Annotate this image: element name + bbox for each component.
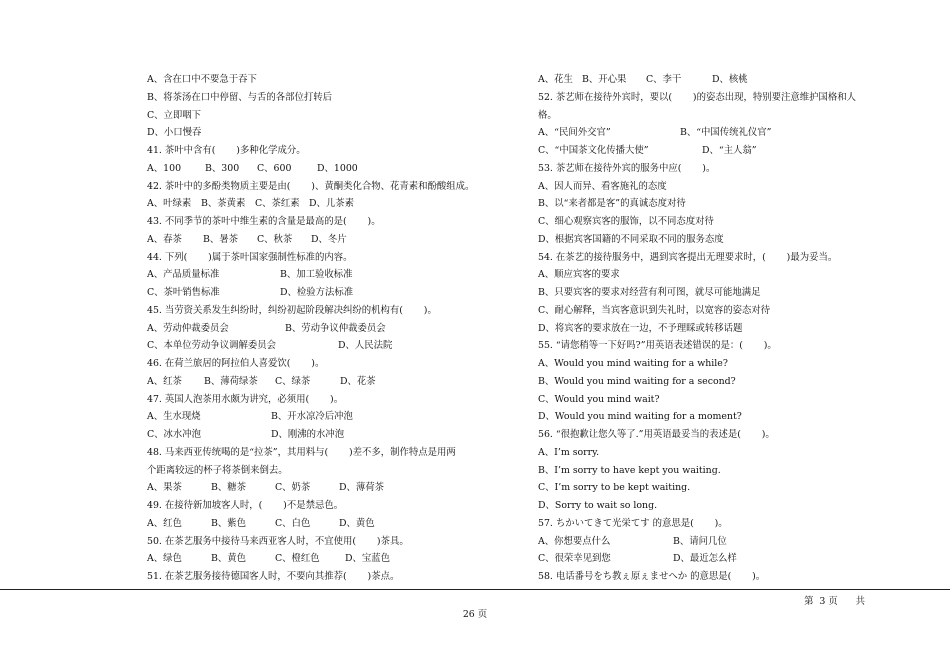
answer-option: B、加工验收标准 bbox=[280, 269, 353, 281]
answer-option: B、开心果 bbox=[582, 74, 627, 85]
footer-divider bbox=[0, 589, 950, 590]
text-line: A、Would you mind waiting for a while? bbox=[538, 358, 728, 369]
answer-option: A、叶绿素 bbox=[147, 198, 192, 210]
answer-option: A、红茶 bbox=[147, 375, 182, 387]
text-line: A、顺应宾客的要求 bbox=[538, 269, 620, 281]
left-column bbox=[147, 71, 497, 586]
answer-option: C、冰水冲泡 bbox=[147, 429, 202, 440]
text-line: B、以“来者都是客”的真诚态度对待 bbox=[538, 198, 686, 210]
text-line: D、根据宾客国籍的不同采取不同的服务态度 bbox=[538, 233, 724, 245]
text-line: D、小口慢吞 bbox=[147, 127, 202, 139]
option-row bbox=[147, 479, 497, 497]
answer-option: C、茶叶销售标准 bbox=[147, 287, 220, 298]
option-row bbox=[147, 337, 497, 355]
option-row bbox=[147, 515, 497, 533]
text-line: 54. 在茶艺的接待服务中，遇到宾客提出无理要求时，( )最为妥当。 bbox=[538, 251, 838, 263]
text-line: 45. 当劳资关系发生纠纷时，纠纷初起阶段解决纠纷的机构有( )。 bbox=[147, 304, 437, 316]
option-row bbox=[147, 160, 497, 178]
answer-option: D、儿茶素 bbox=[309, 198, 355, 210]
option-row bbox=[147, 195, 497, 213]
answer-option: A、100 bbox=[147, 162, 182, 174]
text-line: 44. 下列( )属于茶叶国家强制性标准的内容。 bbox=[147, 251, 353, 263]
answer-option: A、花生 bbox=[538, 74, 573, 85]
answer-option: D、检验方法标准 bbox=[280, 287, 354, 298]
option-row bbox=[538, 124, 888, 142]
answer-option: C、白色 bbox=[275, 517, 311, 529]
option-row bbox=[147, 408, 497, 426]
right-column bbox=[538, 71, 888, 586]
answer-option: B、糖茶 bbox=[211, 482, 247, 494]
answer-option: C、橙红色 bbox=[275, 553, 320, 565]
answer-option: B、薄荷绿茶 bbox=[204, 375, 258, 387]
answer-option: A、产品质量标准 bbox=[147, 269, 220, 281]
text-line: 个距离较远的杯子将茶倒来倒去。 bbox=[147, 464, 288, 476]
text-line: 57. ちかいてきて光栄てす 的意思是( )。 bbox=[538, 517, 728, 529]
answer-option: D、最近怎么样 bbox=[673, 553, 737, 565]
option-row bbox=[147, 550, 497, 568]
text-line: A、I’m sorry. bbox=[538, 446, 600, 458]
answer-option: A、绿色 bbox=[147, 553, 182, 565]
answer-option: D、黄色 bbox=[339, 517, 375, 529]
answer-option: B、紫色 bbox=[211, 517, 247, 529]
text-line: 格。 bbox=[538, 109, 557, 121]
text-line: B、只要宾客的要求对经营有利可图，就尽可能地满足 bbox=[538, 287, 761, 298]
answer-option: B、黄色 bbox=[211, 553, 247, 565]
text-line: 58. 电话番号をち教ぇ原ぇませへか 的意思是( )。 bbox=[538, 571, 766, 582]
text-line: A、因人而异、看客施礼的态度 bbox=[538, 180, 667, 192]
answer-option: A、“民间外交官” bbox=[538, 127, 611, 139]
answer-option: B、“中国传统礼仪官” bbox=[680, 127, 772, 139]
answer-option: B、茶黄素 bbox=[201, 198, 246, 210]
text-line: B、将茶汤在口中停留、与舌的各部位打转后 bbox=[147, 91, 333, 103]
answer-option: D、刚沸的水冲泡 bbox=[271, 429, 345, 440]
answer-option: A、春茶 bbox=[147, 233, 182, 245]
answer-option: C、很荣幸见到您 bbox=[538, 553, 611, 565]
option-row bbox=[147, 320, 497, 338]
answer-option: C、绿茶 bbox=[275, 375, 311, 387]
text-line: 41. 茶叶中含有( )多种化学成分。 bbox=[147, 145, 306, 156]
text-line: 55. “请您稍等一下好吗?”用英语表述错误的是：( )。 bbox=[538, 340, 777, 352]
answer-option: B、暑茶 bbox=[203, 233, 239, 245]
text-line: D、Sorry to wait so long. bbox=[538, 500, 658, 511]
text-line: 43. 不同季节的茶叶中维生素的含量是最高的是( )。 bbox=[147, 216, 381, 227]
text-line: 47. 英国人泡茶用水颇为讲究，必须用( )。 bbox=[147, 393, 344, 405]
answer-option: D、“主人翁” bbox=[702, 145, 757, 156]
answer-option: C、“中国茶文化传播大使” bbox=[538, 145, 649, 156]
text-line: C、细心观察宾客的服饰，以不同态度对待 bbox=[538, 216, 714, 227]
answer-option: A、果茶 bbox=[147, 482, 182, 494]
text-line: 53. 茶艺师在接待外宾的服务中应( )。 bbox=[538, 162, 716, 174]
answer-option: A、红色 bbox=[147, 517, 182, 529]
page-number-center: 26 页 bbox=[462, 609, 488, 620]
text-line: 51. 在茶艺服务接待德国客人时，不要向其推荐( )茶点。 bbox=[147, 571, 400, 582]
answer-option: D、薄荷茶 bbox=[339, 482, 385, 494]
answer-option: C、茶红素 bbox=[255, 198, 300, 210]
option-row bbox=[538, 550, 888, 568]
text-line: B、I’m sorry to have kept you waiting. bbox=[538, 464, 721, 476]
text-line: 52. 茶艺师在接待外宾时，要以( )的姿态出现，特别要注意维护国格和人 bbox=[538, 91, 856, 103]
text-line: D、Would you mind waiting for a moment? bbox=[538, 411, 742, 423]
answer-option: B、请问几位 bbox=[673, 535, 727, 547]
option-row bbox=[538, 71, 888, 89]
text-line: D、将宾客的要求放在一边，不予理睬或转移话题 bbox=[538, 322, 743, 334]
option-row bbox=[147, 231, 497, 249]
text-line: 46. 在荷兰旅居的阿拉伯人喜爱饮( )。 bbox=[147, 358, 325, 369]
text-line: A、含在口中不要急于吞下 bbox=[147, 74, 257, 85]
text-line: C、立即咽下 bbox=[147, 109, 202, 121]
answer-option: D、1000 bbox=[317, 162, 358, 174]
answer-option: A、劳动仲裁委员会 bbox=[147, 322, 229, 334]
answer-option: D、人民法院 bbox=[338, 340, 393, 352]
answer-option: C、奶茶 bbox=[275, 482, 311, 494]
answer-option: D、核桃 bbox=[712, 74, 748, 85]
answer-option: A、你想要点什么 bbox=[538, 535, 611, 547]
answer-option: C、本单位劳动争议调解委员会 bbox=[147, 340, 277, 352]
answer-option: D、花茶 bbox=[340, 375, 376, 387]
page-number-right: 第 3 页 共 bbox=[804, 596, 865, 607]
answer-option: A、生水现烧 bbox=[147, 411, 201, 423]
answer-option: B、300 bbox=[205, 162, 240, 174]
text-line: C、Would you mind wait? bbox=[538, 393, 660, 405]
answer-option: D、冬片 bbox=[311, 233, 347, 245]
option-row bbox=[147, 266, 497, 284]
option-row bbox=[538, 142, 888, 160]
answer-option: C、秋茶 bbox=[257, 233, 293, 245]
option-row bbox=[147, 284, 497, 302]
text-line: B、Would you mind waiting for a second? bbox=[538, 375, 736, 387]
option-row bbox=[147, 426, 497, 444]
text-line: 42. 茶叶中的多酚类物质主要是由( )、黄酮类化合物、花青素和酚酸组成。 bbox=[147, 180, 475, 192]
answer-option: D、宝蓝色 bbox=[345, 553, 391, 565]
answer-option: C、李干 bbox=[646, 74, 682, 85]
answer-option: B、劳动争议仲裁委员会 bbox=[285, 322, 386, 334]
text-line: 49. 在接待新加坡客人时，( )不是禁忌色。 bbox=[147, 500, 344, 511]
text-line: 56. “很抱歉让您久等了.”用英语最妥当的表述是( )。 bbox=[538, 429, 775, 440]
text-line: 48. 马来西亚传统喝的是“拉茶”，其用料与( )差不多，制作特点是用两 bbox=[147, 446, 456, 458]
answer-option: B、开水凉冷后冲泡 bbox=[271, 411, 353, 423]
text-line: C、I’m sorry to be kept waiting. bbox=[538, 482, 691, 494]
answer-option: C、600 bbox=[257, 162, 292, 174]
option-row bbox=[147, 373, 497, 391]
text-line: 50. 在茶艺服务中接待马来西亚客人时，不宜使用( )茶具。 bbox=[147, 535, 409, 547]
text-line: C、耐心解释，当宾客意识到失礼时，以宽容的姿态对待 bbox=[538, 304, 771, 316]
option-row bbox=[538, 533, 888, 551]
